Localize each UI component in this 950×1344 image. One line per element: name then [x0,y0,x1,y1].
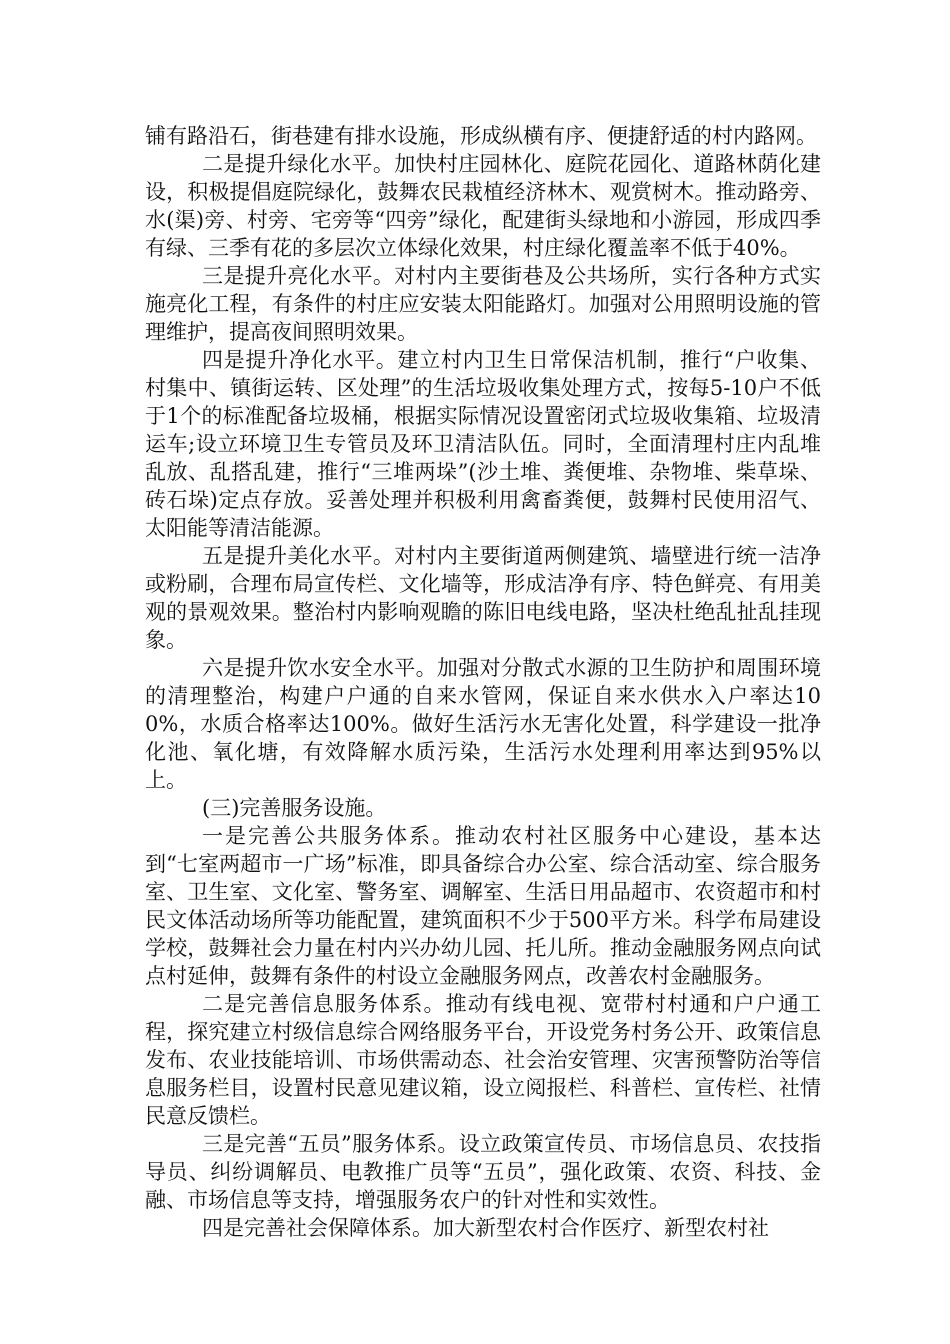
paragraph-beautification: 五是提升美化水平。对村内主要街道两侧建筑、墙壁进行统一洁净或粉刷，合理布局宣传栏、文化墙等，形成洁净有序、特色鲜亮、有用美观的景观效果。整治村内影响观瞻的陈旧电线电路，坚决杜绝乱扯乱挂现象。 [145,544,821,652]
paragraph-social-security: 四是完善社会保障体系。加大新型农村合作医疗、新型农村社 [202,1216,769,1240]
paragraph-information-services: 二是完善信息服务体系。推动有线电视、宽带村村通和户户通工程，探究建立村级信息综合网络服务平台，开设党务村务公开、政策信息发布、农业技能培训、市场供需动态、社会治安管理、灾害预警防治等信息服务栏目，设置村民意见建议箱，设立阅报栏、科普栏、宣传栏、社情民意反馈栏。 [145,992,821,1128]
paragraph-cleaning: 四是提升净化水平。建立村内卫生日常保洁机制，推行“户收集、村集中、镇街运转、区处理”的生活垃圾收集处理方式，按每5-10户不低于1个的标准配备垃圾桶，根据实际情况设置密闭式垃圾收集箱、垃圾清运车;设立环境卫生专管员及环卫清洁队伍。同时，全面清理村庄内乱堆乱放、乱搭乱建，推行“三堆两垛”(沙土堆、粪便堆、杂物堆、柴草垛、砖石垛)定点存放。妥善处理并积极利用禽畜粪便，鼓舞村民使用沼气、太阳能等清洁能源。 [145,348,821,540]
paragraph-drinking-water: 六是提升饮水安全水平。加强对分散式水源的卫生防护和周围环境的清理整治，构建户户通的自来水管网，保证自来水供水入户率达100%，水质合格率达100%。做好生活污水无害化处置，科学建设一批净化池、氧化塘，有效降解水质污染，生活污水处理利用率达到95%以上。 [145,656,821,792]
paragraph-public-services: 一是完善公共服务体系。推动农村社区服务中心建设，基本达到“七室两超市一广场”标准，即具备综合办公室、综合活动室、综合服务室、卫生室、文化室、警务室、调解室、生活日用品超市、农资超市和村民文体活动场所等功能配置，建筑面积不少于500平方米。科学布局建设学校，鼓舞社会力量在村内兴办幼儿园、托儿所。推动金融服务网点向试点村延伸，鼓舞有条件的村设立金融服务网点，改善农村金融服务。 [145,824,821,988]
section-heading-service-facilities: (三)完善服务设施。 [202,796,387,820]
paragraph-five-staff-services: 三是完善“五员”服务体系。设立政策宣传员、市场信息员、农技指导员、纠纷调解员、电教推广员等“五员”，强化政策、农资、科技、金融、市场信息等支持，增强服务农户的针对性和实效性。 [145,1132,821,1212]
paragraph-lighting: 三是提升亮化水平。对村内主要街巷及公共场所，实行各种方式实施亮化工程，有条件的村庄应安装太阳能路灯。加强对公用照明设施的管理维护，提高夜间照明效果。 [145,264,821,344]
paragraph-greening: 二是提升绿化水平。加快村庄园林化、庭院花园化、道路林荫化建设，积极提倡庭院绿化，鼓舞农民栽植经济林木、观赏树木。推动路旁、水(渠)旁、村旁、宅旁等“四旁”绿化，配建街头绿地和小游园，形成四季有绿、三季有花的多层次立体绿化效果，村庄绿化覆盖率不低于40%。 [145,152,821,260]
document-body [145,122,821,1242]
paragraph-road-network-end: 铺有路沿石，街巷建有排水设施，形成纵横有序、便捷舒适的村内路网。 [145,124,817,148]
